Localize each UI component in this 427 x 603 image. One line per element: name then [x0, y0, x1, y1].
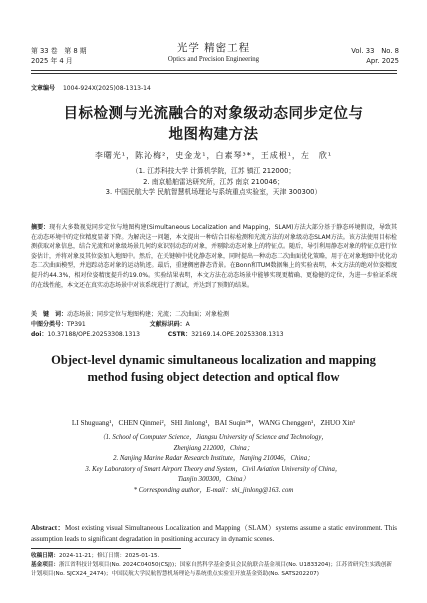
- keywords-zh: [31, 310, 397, 320]
- volume-issue-en: Vol. 33 No. 8: [351, 47, 399, 55]
- affiliation-en-1-cont: Zhenjiang 212000，China；: [173, 444, 254, 452]
- abstract-zh-text: 现有大多数视觉同步定位与地图构建(Simultaneous Localization and Mapping，SLAM)方法大部分基于静态环境假设，导致其在动态环境中的定位精度显著下降。为解决这一问题，本文提出一种结合目标检测和光流方法的对象级动态SLAM方法。该方法使用目标检测获取对象信息，结合光流和对象级场景几何约束识别动态的对象，并剔除动态对象上的特征点。随后，导引利用静态对象的特征点进行位姿估计，并将对象及其位姿加入地图中。然后，在关键帧中优化静态对象，同时提出一种动态二次曲面优化策略，用于在对象地图中优化动态二次曲面模型，并追踪动态对象的运动轨迹。最后，重建稠密静态背景。在Bonn和TUM数据集上的实验表明，本文方法的绝对位姿精度提升约44.3%，相对位姿精度提升约19.0%。实验结果表明，本文方法在动态场景中能够实现更精确、更稳健的定位，为进一步验证系统的在线性能，本文还在真实动态场景中对该系统进行了测试，并达到了预期的结果。: [31, 224, 398, 289]
- header-rule: [31, 70, 397, 71]
- affiliation-en-3: 3. Key Laboratory of Smart Airport Theory and System，Civil Aviation University of China，: [85, 465, 342, 473]
- journal-name-en: Optics and Precision Engineering: [167, 56, 260, 63]
- received-date: [31, 552, 397, 561]
- doc-code-value: A: [185, 321, 190, 328]
- title-zh: [20, 104, 407, 146]
- affiliations-en: [40, 433, 387, 497]
- header-right: [351, 46, 399, 66]
- article-id-value: 1004-924X(2025)08-1313-14: [62, 85, 151, 92]
- keywords-zh-text: 动态场景；同步定位与地图构建；光流；二次曲面；对象检测: [67, 311, 230, 318]
- abstract-zh-label: 摘要：: [31, 224, 50, 231]
- abstract-en: [31, 523, 397, 544]
- abstract-en-label: Abstract：: [31, 524, 66, 532]
- page-header: [0, 26, 427, 66]
- cstr-value: 32169.14.OPE.20253308.1313: [191, 331, 284, 338]
- title-en-line1: Object-level dynamic simultaneous localization and mapping: [51, 353, 376, 367]
- fund-label: 基金项目：: [31, 562, 59, 568]
- affiliation-zh-1: （1. 江苏科技大学 计算机学院，江苏 镇江 212000；: [131, 167, 296, 175]
- affiliation-zh-3: 3. 中国民航大学 民航智慧机场理论与系统重点实验室，天津 300300）: [105, 188, 322, 196]
- authors-zh: 李曙光¹，陈沁梅²，史金龙¹，白素琴³*，王成根¹，左 欣¹: [94, 151, 333, 160]
- title-en: [24, 352, 403, 386]
- fund-info: [31, 561, 397, 578]
- abstract-zh: [31, 223, 397, 290]
- affiliation-zh-2: 2. 南京船舶雷达研究所，江苏 南京 210046；: [143, 177, 284, 186]
- volume-issue-zh: 第 33 卷 第 8 期: [31, 47, 87, 55]
- date-zh: 2025 年 4 月: [31, 57, 73, 65]
- cstr-label: CSTR：: [167, 331, 192, 338]
- keywords-zh-label: 关 键 词：: [31, 311, 68, 318]
- abstract-en-text: Most existing visual Simultaneous Localization and Mapping（SLAM）systems assume a static environment. This assumption leads to significant degradation in positioning accuracy in dynamic scenes.: [31, 524, 397, 543]
- affiliation-en-3-cont: Tianjin 300300，China）: [177, 476, 250, 484]
- doc-code-label: 文献标识码：: [149, 321, 186, 328]
- journal-name-zh: 光学 精密工程: [176, 42, 251, 54]
- received-value: 2024-11-21；修订日期：2025-01-15.: [58, 553, 160, 559]
- affiliation-en-2: 2. Nanjing Marine Radar Research Institute，Nanjing 210046，China；: [113, 455, 314, 463]
- corresponding-author: * Corresponding author，E-mail：shi_jinlong@163. com: [133, 486, 294, 494]
- title-zh-line1: 目标检测与光流融合的对象级动态同步定位与: [63, 106, 364, 122]
- article-id-label: 文章编号: [31, 85, 56, 92]
- classification-zh: [31, 320, 397, 330]
- header-rule-thin: [31, 73, 397, 74]
- clc-label: 中图分类号：: [31, 321, 68, 328]
- article-id-line: [31, 83, 151, 92]
- authors-en: LI Shuguang¹，CHEN Qinmei²，SHI Jinlong¹，BAI Suqin³*，WANG Chenggen¹，ZHUO Xin¹: [71, 419, 356, 427]
- date-en: Apr. 2025: [366, 57, 399, 65]
- affiliation-en-1: （1. School of Computer Science，Jiangsu University of Science and Technology，: [98, 434, 329, 441]
- doi-line: [31, 330, 397, 340]
- clc-value: TP391: [67, 321, 86, 328]
- doi-value: 10.37188/OPE.20253308.1313: [47, 331, 140, 338]
- title-en-line2: method fusing object detection and optical flow: [87, 370, 340, 384]
- affiliations-zh: [0, 166, 427, 198]
- doi-label: doi：: [31, 331, 48, 338]
- fund-text: 浙江省科技计划项目(No. 2024C04050(CSJ))；国家自然科学基金委员会民航联合基金项目(No. U1833204)；江苏省研究生实践创新计划项目(No. SJCX24_2474)；中国民航大学民航智慧机场理论与系统重点实验室开放基金资助(No. SATS202207): [31, 562, 393, 577]
- received-label: 收稿日期：: [31, 553, 59, 559]
- title-zh-line2: 地图构建方法: [168, 127, 259, 143]
- footnote-rule: [31, 548, 181, 549]
